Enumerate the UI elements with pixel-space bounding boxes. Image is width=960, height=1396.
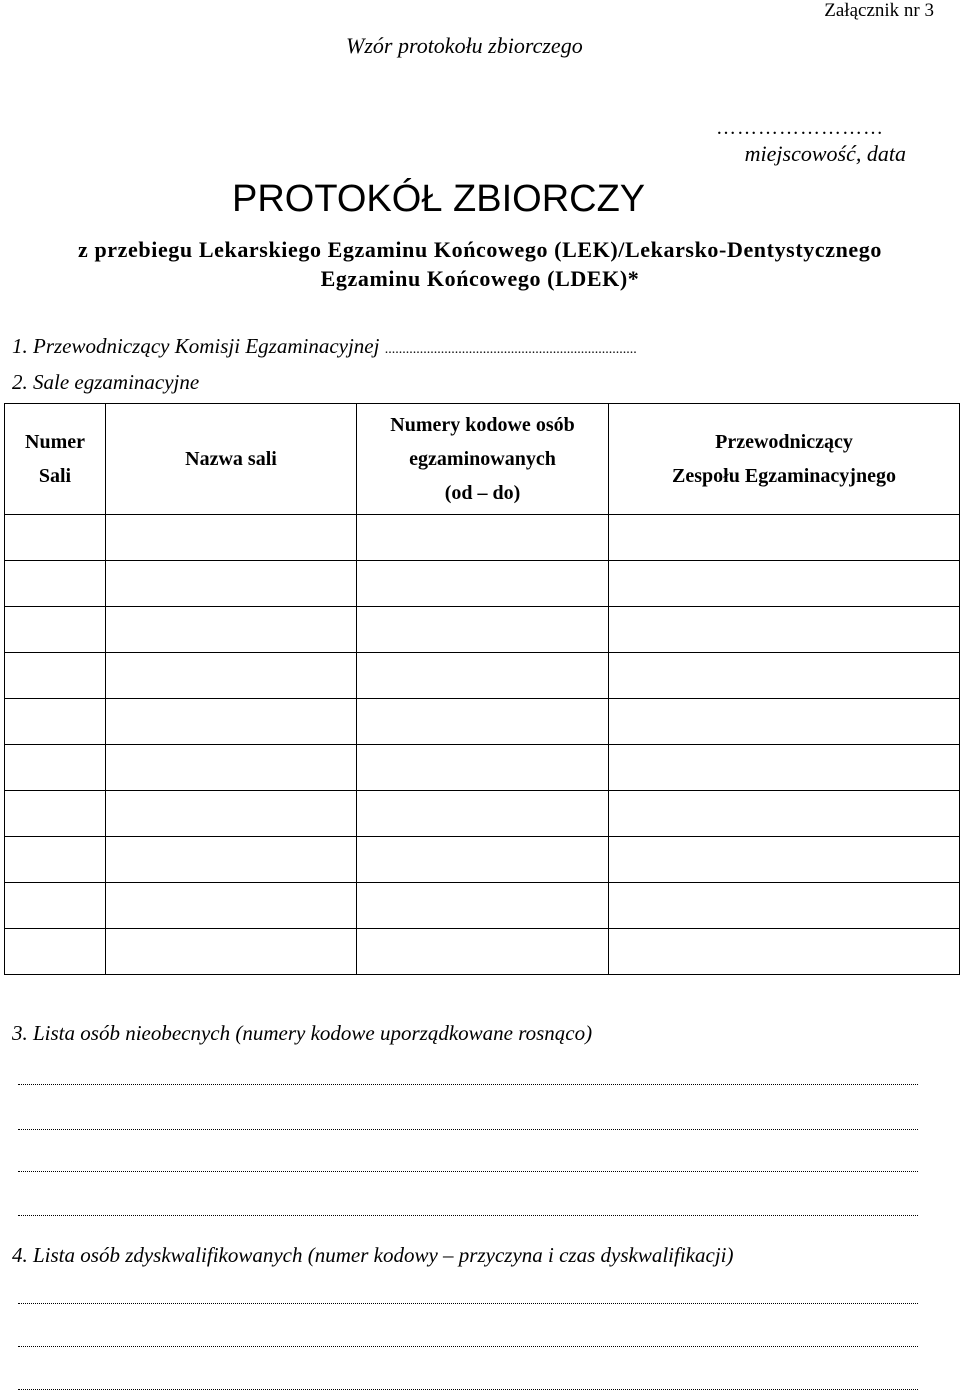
table-cell[interactable] bbox=[106, 653, 357, 699]
column-header-team-chairman bbox=[609, 404, 960, 515]
table-cell[interactable] bbox=[106, 883, 357, 929]
table-cell[interactable] bbox=[609, 837, 960, 883]
section-4-label: 4. Lista osób zdyskwalifikowanych (numer kodowy – przyczyna i czas dyskwalifikacji) bbox=[12, 1243, 734, 1267]
table-cell[interactable] bbox=[357, 745, 609, 791]
absent-list-line[interactable] bbox=[18, 1215, 918, 1216]
disqualified-list-line[interactable] bbox=[18, 1303, 918, 1304]
table-cell[interactable] bbox=[357, 607, 609, 653]
table-cell[interactable] bbox=[106, 745, 357, 791]
table-cell[interactable] bbox=[5, 837, 106, 883]
title-line-1: z przebiegu Lekarskiego Egzaminu Końcowego (LEK)/Lekarsko-Dentystycznego bbox=[78, 237, 882, 262]
table-cell[interactable] bbox=[106, 791, 357, 837]
absent-list-line[interactable] bbox=[18, 1084, 918, 1085]
table-cell[interactable] bbox=[5, 745, 106, 791]
column-header-room-number-line2: Sali bbox=[38, 465, 72, 487]
exam-rooms-table bbox=[4, 403, 960, 975]
table-cell[interactable] bbox=[5, 653, 106, 699]
disqualified-list-line[interactable] bbox=[18, 1389, 918, 1390]
column-header-code-numbers-line2: egzaminowanych bbox=[409, 448, 556, 470]
table-cell[interactable] bbox=[106, 837, 357, 883]
column-header-room-name bbox=[106, 404, 357, 515]
table-cell[interactable] bbox=[609, 607, 960, 653]
table-row bbox=[5, 791, 960, 837]
table-cell[interactable] bbox=[357, 791, 609, 837]
column-header-team-chairman-line2: Zespołu Egzaminacyjnego bbox=[672, 465, 896, 487]
column-header-room-name-line1: Nazwa sali bbox=[185, 448, 277, 470]
absent-list-line[interactable] bbox=[18, 1129, 918, 1130]
column-header-room-number bbox=[5, 404, 106, 515]
table-row bbox=[5, 837, 960, 883]
table-row bbox=[5, 607, 960, 653]
table-cell[interactable] bbox=[357, 653, 609, 699]
place-date-dots: …………………… bbox=[716, 117, 884, 139]
table-row bbox=[5, 515, 960, 561]
column-header-room-number-line1: Numer bbox=[25, 431, 85, 453]
table-cell[interactable] bbox=[609, 515, 960, 561]
table-cell[interactable] bbox=[609, 745, 960, 791]
section-1-chairman bbox=[12, 334, 637, 359]
column-header-code-numbers bbox=[357, 404, 609, 515]
table-cell[interactable] bbox=[357, 515, 609, 561]
table-row bbox=[5, 653, 960, 699]
section-1-label: 1. Przewodniczący Komisji Egzaminacyjnej bbox=[12, 334, 380, 358]
table-row bbox=[5, 745, 960, 791]
table-cell[interactable] bbox=[609, 791, 960, 837]
absent-list-line[interactable] bbox=[18, 1171, 918, 1172]
table-cell[interactable] bbox=[357, 837, 609, 883]
table-header-row bbox=[5, 404, 960, 515]
column-header-code-numbers-line1: Numery kodowe osób bbox=[390, 414, 575, 436]
disqualified-list-line[interactable] bbox=[18, 1346, 918, 1347]
table-cell[interactable] bbox=[106, 699, 357, 745]
table-cell[interactable] bbox=[357, 883, 609, 929]
title-line-2: Egzaminu Końcowego (LDEK)* bbox=[320, 266, 640, 291]
table-cell[interactable] bbox=[5, 561, 106, 607]
table-cell[interactable] bbox=[5, 791, 106, 837]
table-cell[interactable] bbox=[5, 515, 106, 561]
form-subtitle: Wzór protokołu zbiorczego bbox=[346, 33, 583, 58]
table-cell[interactable] bbox=[357, 699, 609, 745]
table-row bbox=[5, 699, 960, 745]
page-title: PROTOKÓŁ ZBIORCZY bbox=[232, 178, 646, 220]
table-cell[interactable] bbox=[5, 929, 106, 975]
column-header-team-chairman-line1: Przewodniczący bbox=[715, 431, 853, 453]
table-cell[interactable] bbox=[106, 561, 357, 607]
section-2-label: 2. Sale egzaminacyjne bbox=[12, 370, 200, 394]
table-cell[interactable] bbox=[5, 883, 106, 929]
table-cell[interactable] bbox=[106, 515, 357, 561]
table-row bbox=[5, 929, 960, 975]
table-cell[interactable] bbox=[5, 607, 106, 653]
section-1-fill-dots: ........................................................................ bbox=[384, 342, 637, 357]
table-cell[interactable] bbox=[357, 929, 609, 975]
appendix-label: Załącznik nr 3 bbox=[824, 0, 934, 21]
table-cell[interactable] bbox=[609, 883, 960, 929]
table-row bbox=[5, 883, 960, 929]
table-row bbox=[5, 561, 960, 607]
table-cell[interactable] bbox=[609, 699, 960, 745]
column-header-code-numbers-line3: (od – do) bbox=[444, 482, 521, 504]
table-cell[interactable] bbox=[106, 929, 357, 975]
table-cell[interactable] bbox=[5, 699, 106, 745]
table-cell[interactable] bbox=[106, 607, 357, 653]
table-cell[interactable] bbox=[609, 929, 960, 975]
table-cell[interactable] bbox=[357, 561, 609, 607]
table-cell[interactable] bbox=[609, 561, 960, 607]
table-cell[interactable] bbox=[609, 653, 960, 699]
section-3-label: 3. Lista osób nieobecnych (numery kodowe uporządkowane rosnąco) bbox=[12, 1021, 593, 1045]
place-date-label: miejscowość, data bbox=[744, 141, 906, 166]
